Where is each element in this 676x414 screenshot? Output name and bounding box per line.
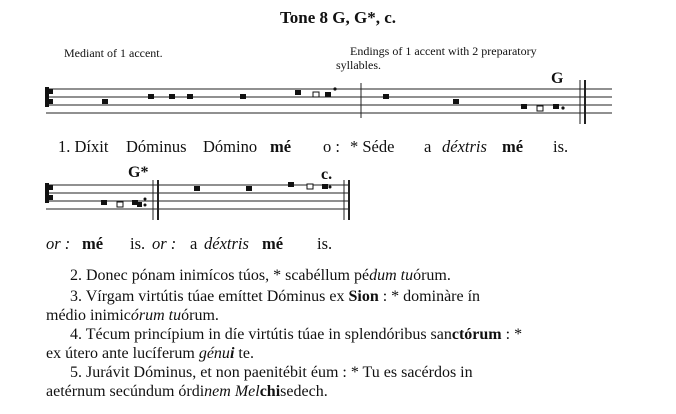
- verse-5-line-2-text: aetérnum secúndum órdi: [46, 383, 205, 400]
- double-bar-line: [153, 180, 158, 220]
- line-2-word-or: or :: [46, 234, 71, 253]
- chant-staff-2: [0, 180, 676, 230]
- line-2-accent-me: mé: [82, 234, 104, 253]
- verse-2-end: órum.: [413, 267, 451, 284]
- verse-4-line-2-text: ex útero ante lucíferum: [46, 345, 199, 362]
- verse-4-line-2-end: te.: [234, 345, 254, 362]
- verse-3-line-2-end: órum.: [181, 307, 219, 324]
- line-2-accent-me-2: mé: [262, 234, 284, 253]
- verse-4-line-2: [46, 344, 254, 363]
- verse-1-word-sede: * Séde: [350, 137, 395, 156]
- verse-5-line-1: 5. Jurávit Dóminus, et non paenitébit éum : * Tu es sacérdos in: [70, 364, 473, 381]
- verse-3-line-2-italic: órum tu: [130, 307, 182, 324]
- verse-1-word-o: o :: [323, 137, 340, 156]
- verse-5-line-2-bold: chi: [259, 383, 281, 400]
- verse-4-bold: ctórum: [451, 326, 502, 343]
- mediant-caption: Mediant of 1 accent.: [64, 46, 163, 60]
- verse-3-line-2-text: médio inimic: [46, 307, 131, 324]
- neumes-ending-c: [194, 182, 332, 191]
- line-2-word-or-2: or :: [152, 234, 177, 253]
- double-bar-line-end: [344, 180, 349, 220]
- page-title: Tone 8 G, G*, c.: [279, 8, 397, 27]
- verse-4-text: 4. Técum princípium in díe virtútis túae in splendóribus san: [70, 326, 452, 343]
- verse-3-text-end: : * dominàre ín: [378, 288, 481, 305]
- ending-label-c: c.: [321, 166, 333, 183]
- verse-2-text: 2. Donec pónam inimícos túos, * scabéllum pé: [70, 267, 370, 284]
- verse-3-bold: Sion: [348, 288, 379, 305]
- verse-5-line-2-italic: nem Mel: [204, 383, 260, 400]
- line-2-word-a: a: [190, 234, 198, 253]
- verse-1-word-2: Dóminus: [126, 137, 187, 156]
- chant-staff-1: [0, 80, 676, 140]
- verse-4-line-2-bold-italic: i: [229, 345, 235, 362]
- verse-5-line-2-end: sedech.: [280, 383, 328, 400]
- verse-1-accent-me: mé: [270, 137, 292, 156]
- verse-1-accent-me-2: mé: [502, 137, 524, 156]
- verse-4-text-end: : *: [501, 326, 523, 343]
- line-2-word-dextris: déxtris: [204, 234, 249, 253]
- verse-4-line-2-italic: génu: [198, 345, 230, 362]
- verse-2-italic: dum tu: [369, 267, 414, 284]
- neumes-mediant: [102, 87, 337, 104]
- verse-2: [70, 266, 451, 285]
- verse-1-word-is: is.: [553, 137, 569, 156]
- endings-caption-line1: Endings of 1 accent with 2 preparatory: [350, 44, 537, 58]
- double-bar-line: [580, 80, 585, 124]
- neumes-ending-g-star: [101, 198, 147, 208]
- verse-3-line-2: [46, 306, 219, 325]
- verse-4-line-1: [70, 325, 522, 344]
- verse-1-word-dextris: déxtris: [442, 137, 487, 156]
- verse-1-word-3: Dómino: [203, 137, 258, 156]
- verse-1-word-a: a: [424, 137, 432, 156]
- ending-label-g: G: [551, 70, 564, 87]
- verse-5-line-2: [46, 382, 328, 401]
- verse-3-line-1: [70, 287, 480, 306]
- line-2-word-is-2: is.: [317, 234, 333, 253]
- line-2-word-is: is.: [130, 234, 146, 253]
- verse-3-text: 3. Vírgam virtútis túae emíttet Dóminus ex: [70, 288, 349, 305]
- verse-1-word-1: 1. Díxit: [58, 137, 109, 156]
- ending-label-g-star: G*: [128, 164, 149, 181]
- endings-caption-line2: syllables.: [336, 58, 381, 72]
